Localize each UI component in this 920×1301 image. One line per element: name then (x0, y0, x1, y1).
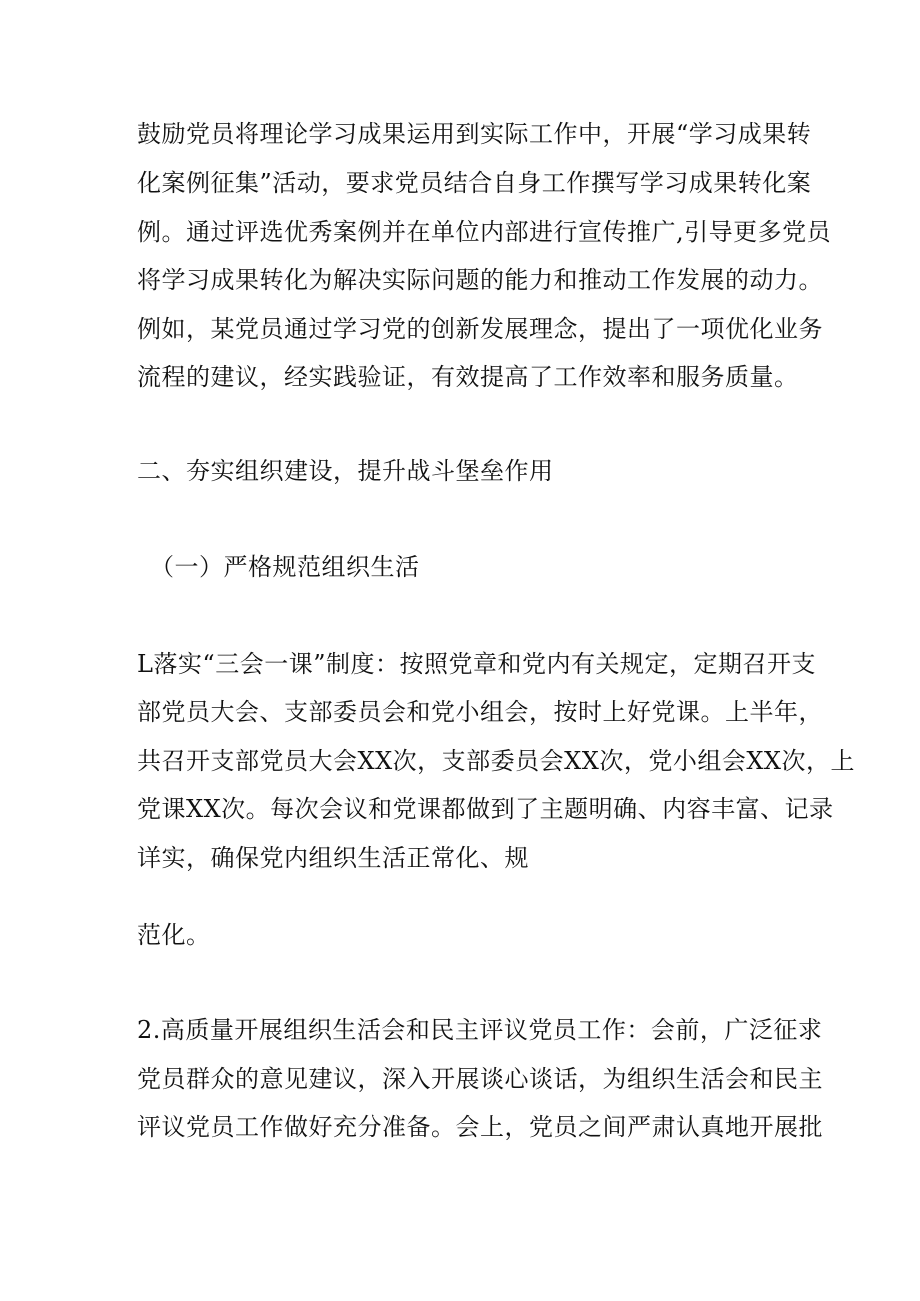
item-1-continued: 范化。 (137, 921, 211, 949)
item-1-line: 详实，确保党内组织生活正常化、规 (137, 844, 529, 872)
item-2-line: 评议党员工作做好充分准备。会上，党员之间严肃认真地开展批 (137, 1113, 823, 1141)
paragraph-line: 将学习成果转化为解决实际问题的能力和推动工作发展的动力。 (137, 266, 823, 294)
paragraph-line: 流程的建议，经实践验证，有效提高了工作效率和服务质量。 (137, 363, 799, 391)
paragraph-line: 例如，某党员通过学习党的创新发展理念，提出了一项优化业务 (137, 315, 823, 343)
item-2-line: 2.高质量开展组织生活会和民主评议党员工作：会前，广泛征求 (137, 1016, 823, 1044)
item-1-line: 部党员大会、支部委员会和党小组会，按时上好党课。上半年， (137, 698, 823, 726)
item-1-line: L落实“三会一课”制度：按照党章和党内有关规定，定期召开支 (137, 650, 816, 678)
item-1-line: 共召开支部党员大会XX次，支部委员会XX次，党小组会XX次，上 (137, 747, 856, 775)
paragraph-line: 例。通过评选优秀案例并在单位内部进行宣传推广,引导更多党员 (137, 218, 832, 246)
subsection-heading: （一）严格规范组织生活 (150, 553, 420, 581)
paragraph-line: 化案例征集”活动，要求党员结合自身工作撰写学习成果转化案 (137, 169, 812, 197)
item-1-line: 党课XX次。每次会议和党课都做到了主题明确、内容丰富、记录 (137, 795, 834, 823)
section-heading: 二、夯实组织建设，提升战斗堡垒作用 (137, 457, 554, 485)
item-2-line: 党员群众的意见建议，深入开展谈心谈话，为组织生活会和民主 (137, 1065, 823, 1093)
paragraph-line: 鼓励党员将理论学习成果运用到实际工作中，开展“学习成果转 (137, 120, 812, 148)
